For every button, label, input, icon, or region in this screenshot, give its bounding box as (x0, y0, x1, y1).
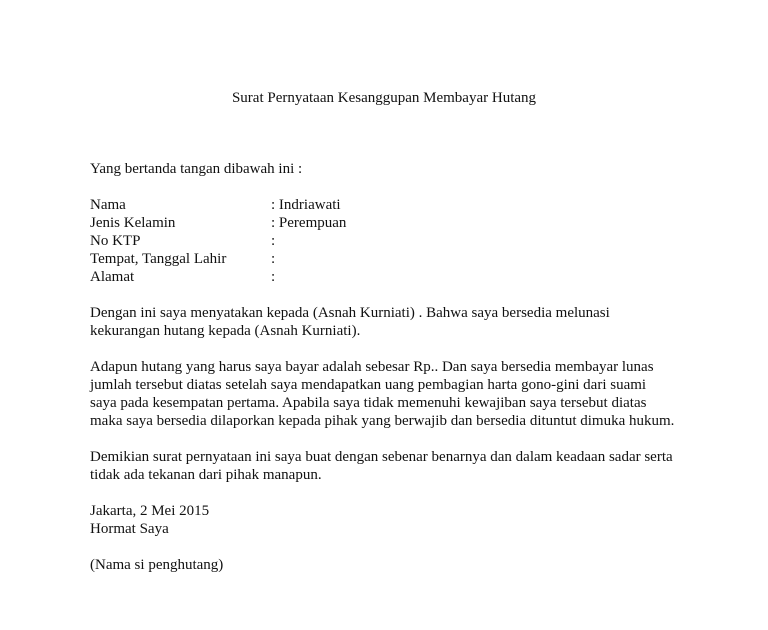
paragraph-line: Adapun hutang yang harus saya bayar adalah sebesar Rp.. Dan saya bersedia membayar lunas (90, 359, 654, 375)
field-tempat-tanggal-lahir (90, 250, 690, 268)
field-jenis-kelamin (90, 214, 690, 232)
field-label: Jenis Kelamin (90, 215, 176, 231)
paragraph-statement (90, 304, 690, 340)
paragraph-line: tidak ada tekanan dari pihak manapun. (90, 467, 322, 483)
letter-body (90, 160, 690, 574)
field-value: : (271, 251, 276, 267)
paragraph-line: saya pada kesempatan pertama. Apabila saya tidak memenuhi kewajiban saya tersebut diatas (90, 395, 647, 411)
signature-name: (Nama si penghutang) (90, 557, 224, 573)
paragraph-line: kekurangan hutang kepada (Asnah Kurniati). (90, 323, 361, 339)
field-label: Alamat (90, 269, 135, 285)
paragraph-line: jumlah tersebut diatas setelah saya mendapatkan uang pembagian harta gono-gini dari suami (90, 377, 647, 393)
place-date: Jakarta, 2 Mei 2015 (90, 503, 210, 519)
field-nama (90, 196, 690, 214)
spacer (90, 340, 690, 358)
paragraph-line: Demikian surat pernyataan ini saya buat dengan sebenar benarnya dan dalam keadaan sadar serta (90, 449, 673, 465)
field-value: : Indriawati (271, 197, 341, 213)
paragraph-line: Dengan ini saya menyatakan kepada (Asnah Kurniati) . Bahwa saya bersedia melunasi (90, 305, 610, 321)
spacer (90, 286, 690, 304)
intro-text: Yang bertanda tangan dibawah ini : (90, 161, 303, 177)
field-value: : (271, 269, 276, 285)
field-label: Nama (90, 197, 126, 213)
letter-title: Surat Pernyataan Kesanggupan Membayar Hutang (231, 90, 537, 106)
field-alamat (90, 268, 690, 286)
closing-salutation: Hormat Saya (90, 521, 169, 537)
field-value: : (271, 233, 276, 249)
paragraph-line: maka saya bersedia dilaporkan kepada pihak yang berwajib dan bersedia dituntut dimuka hukum. (90, 413, 675, 429)
field-label: Tempat, Tanggal Lahir (90, 251, 227, 267)
paragraph-debt-terms (90, 358, 690, 430)
spacer (90, 484, 690, 502)
spacer (90, 430, 690, 448)
field-value: : Perempuan (271, 215, 347, 231)
spacer (90, 178, 690, 196)
field-no-ktp (90, 232, 690, 250)
field-label: No KTP (90, 233, 141, 249)
spacer (90, 538, 690, 556)
paragraph-closing-statement (90, 448, 690, 484)
